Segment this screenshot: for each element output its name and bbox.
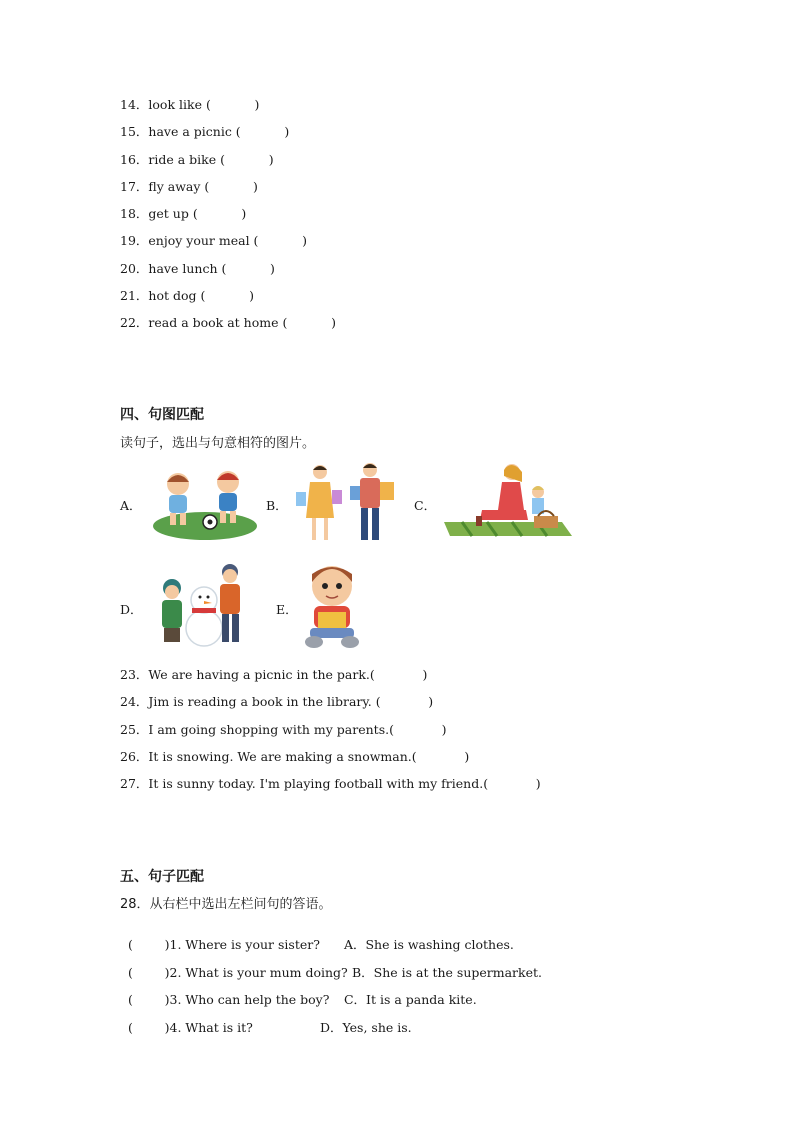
match-answer: D．Yes, she is. (319, 1020, 412, 1035)
option-label-e: E． (276, 602, 298, 617)
vocab-item: 17．fly away ( ) (120, 179, 258, 194)
match-question: ( )4. What is it? (127, 1020, 253, 1035)
vocab-item: 18．get up ( ) (120, 206, 247, 221)
match-row (120, 1004, 412, 1036)
section-heading: 五、句子匹配 (120, 869, 204, 885)
sentence-item: 27．It is sunny today. I'm playing football with my friend.( ) (120, 776, 541, 791)
vocab-item: 19．enjoy your meal ( ) (120, 233, 308, 248)
section-heading: 四、句图匹配 (120, 407, 204, 423)
vocab-item: 15．have a picnic ( ) (120, 124, 290, 139)
sentence-item: 24．Jim is reading a book in the library. ( ) (120, 694, 434, 709)
vocab-item: 16．ride a bike ( ) (120, 152, 274, 167)
match-question: ( )3. Who can help the boy? (127, 992, 330, 1007)
sentence-item: 26．It is snowing. We are making a snowman.( ) (120, 749, 470, 764)
vocab-item: 22．read a book at home ( ) (120, 315, 336, 330)
picnic-picture (442, 460, 574, 540)
option-label-b: B． (266, 498, 288, 513)
option-label-c: C． (414, 498, 437, 513)
match-answer: C．It is a panda kite. (343, 992, 477, 1007)
match-answer: A．She is washing clothes. (343, 937, 514, 952)
match-question: ( )2. What is your mum doing? (127, 965, 348, 980)
vocab-item: 14．look like ( ) (120, 97, 260, 112)
sentence-item: 25．I am going shopping with my parents.( ) (120, 722, 447, 737)
shopping-family-picture (292, 460, 402, 546)
football-kids-picture (150, 462, 260, 542)
section-instruction: 28．从右栏中选出左栏问句的答语。 (120, 897, 332, 912)
match-answer: B．She is at the supermarket. (351, 965, 542, 980)
option-label-a: A． (120, 498, 142, 513)
vocab-item: 20．have lunch ( ) (120, 261, 275, 276)
vocab-item: 21．hot dog ( ) (120, 288, 254, 303)
sentence-item: 23．We are having a picnic in the park.( ) (120, 667, 428, 682)
snowman-kids-picture (154, 560, 250, 652)
option-label-d: D． (120, 602, 143, 617)
reading-boy-picture (298, 560, 366, 654)
section-instruction: 读句子，选出与句意相符的图片。 (120, 436, 316, 451)
match-question: ( )1. Where is your sister? (127, 937, 320, 952)
